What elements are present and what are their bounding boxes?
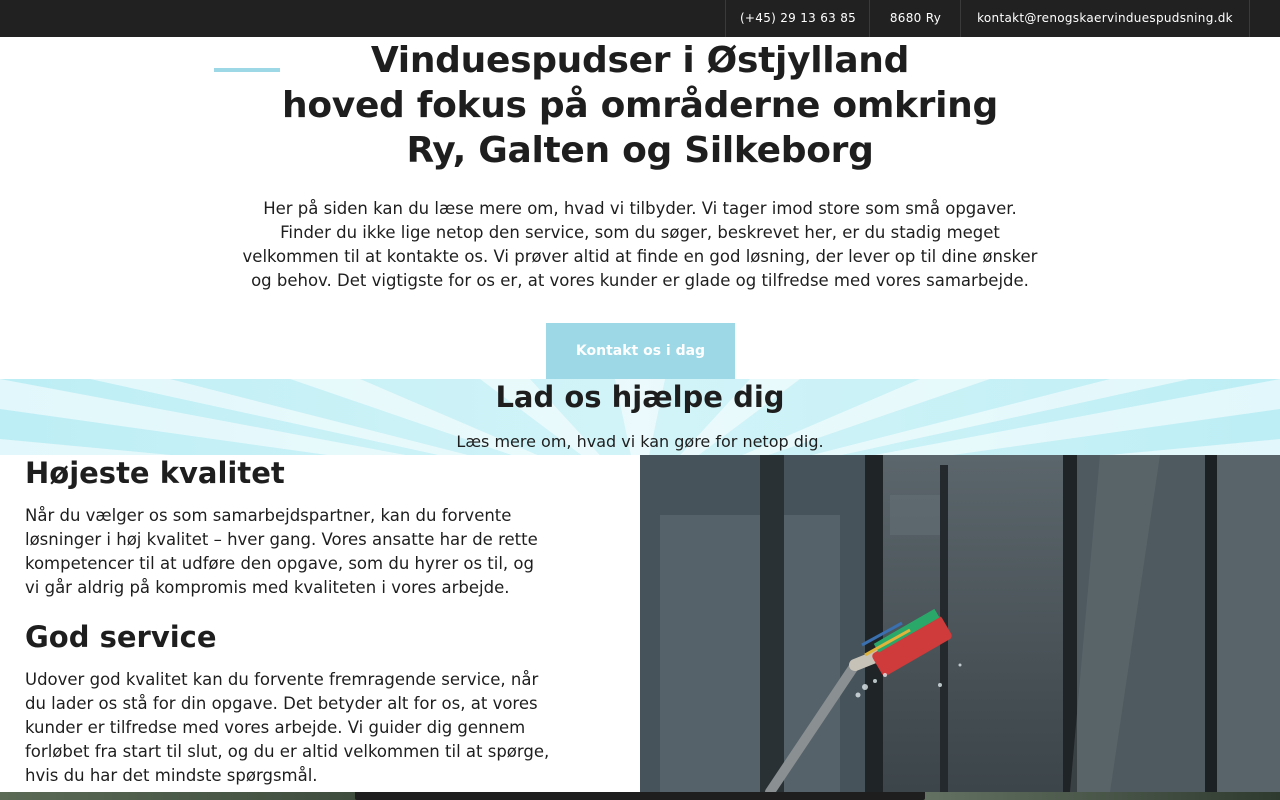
feature-text: Når du vælger os som samarbejdspartner, kan du forvente løsninger i høj kvalitet – hver gang. Vores ansatte har de rette kompetencer til at udføre den opgave, som du hyrer os til, og vi går aldrig på kompromis med kvaliteten i vores arbejde. bbox=[25, 506, 538, 597]
hero-intro-text: Her på siden kan du læse mere om, hvad vi tilbyder. Vi tager imod store som små opgaver. Finder du ikke lige netop den service, som du søger, beskrevet her, er du stadig meget velkommen til at kontakte os. Vi prøver altid at finde en god løsning, der lever op til dine ønsker og behov. Det vigtigste for os er, at vores kunder er glade og tilfredse med vores samarbejde. bbox=[242, 199, 1038, 290]
feature-quality bbox=[25, 455, 550, 600]
hero-title bbox=[240, 38, 1040, 173]
feature-title: God service bbox=[25, 620, 217, 654]
window-cleaning-brush-icon bbox=[640, 455, 1280, 792]
hero-title-line-1: Vinduespudser i Østjylland bbox=[370, 40, 910, 81]
feature-text: Udover god kvalitet kan du forvente fremragende service, når du lader os stå for din opgave. Det betyder alt for os, at vores kunder er tilfredse med vores arbejde. Vi guider dig gennem forløbet fra start til slut, og du er altid velkommen til at spørge, hvis du har det mindste spørgsmål. bbox=[25, 670, 550, 785]
feature-service bbox=[25, 619, 550, 788]
partial-heading bbox=[355, 792, 925, 800]
help-banner bbox=[0, 379, 1280, 455]
top-contact-bar bbox=[0, 0, 1280, 37]
banner-title: Lad os hjælpe dig bbox=[495, 380, 785, 414]
phone-link[interactable]: (+45) 29 13 63 85 bbox=[725, 0, 870, 37]
hero-title-line-2: hoved fokus på områderne omkring bbox=[282, 85, 998, 126]
window-cleaning-photo bbox=[640, 455, 1280, 792]
banner-subtitle: Læs mere om, hvad vi kan gøre for netop dig. bbox=[456, 432, 824, 451]
hero-title-line-3: Ry, Galten og Silkeborg bbox=[406, 130, 874, 171]
feature-title: Højeste kvalitet bbox=[25, 456, 285, 490]
features-section bbox=[0, 455, 640, 792]
contact-cta-button[interactable]: Kontakt os i dag bbox=[546, 323, 735, 379]
next-section-preview bbox=[0, 792, 1280, 800]
city-label: 8680 Ry bbox=[869, 0, 961, 37]
email-link[interactable]: kontakt@renogskaervinduespudsning.dk bbox=[960, 0, 1250, 37]
